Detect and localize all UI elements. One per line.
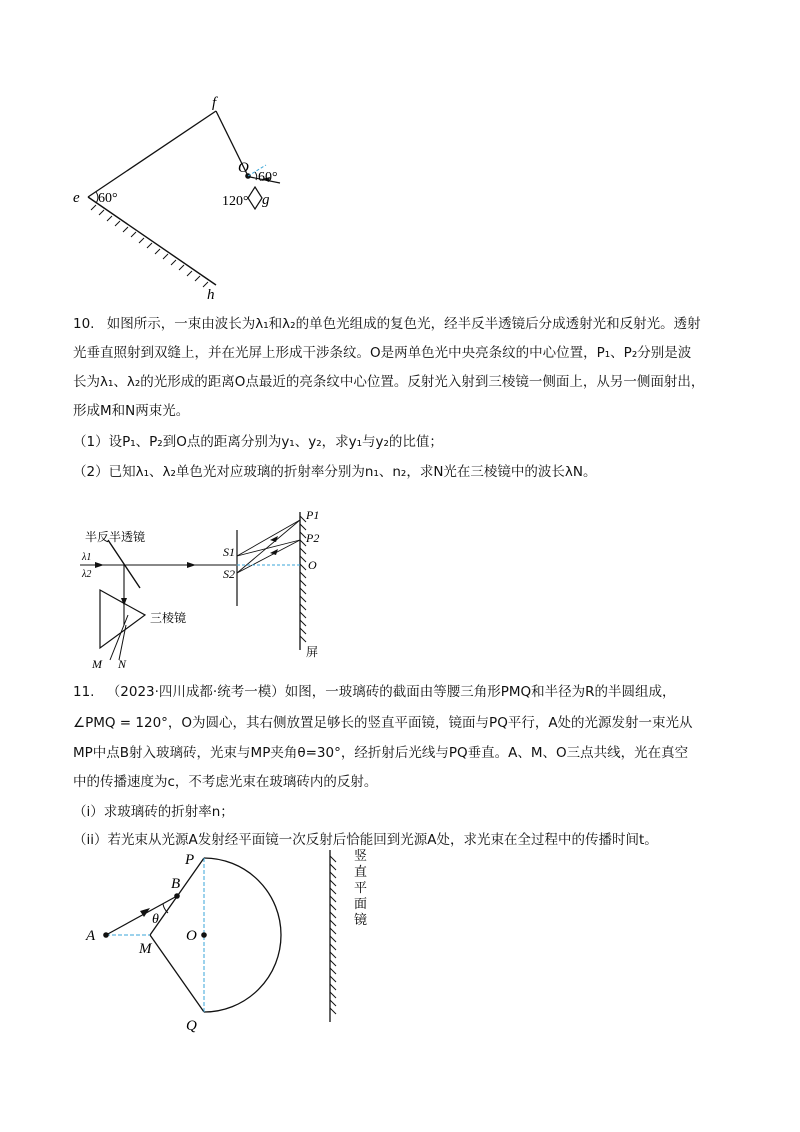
label-o: O (186, 928, 197, 944)
q11-line3: MP中点B射入玻璃砖，光束与MP夹角θ=30°，经折射后光线与PQ垂直。A、M、O三点共线，光在真空 (73, 745, 689, 761)
q11-number: 11. (73, 684, 95, 700)
q10-text-l1: 如图所示，一束由波长为λ₁和λ₂的单色光组成的复色光，经半反半透镜后分成透射光和反射光。透射 (106, 316, 701, 332)
mirror-char: 竖 (354, 848, 368, 863)
label-s2: S2 (223, 567, 235, 581)
label-g: g (262, 192, 270, 208)
q11-line1 (73, 680, 676, 700)
q10-line4: 形成M和N两束光。 (73, 403, 190, 419)
q11-sub2: （ii）若光束从光源A发射经平面镜一次反射后恰能回到光源A处，求光束在全过程中的传播时间t。 (73, 832, 658, 848)
label-o: O (238, 160, 249, 176)
label-m: M (92, 657, 102, 671)
label-n: N (118, 657, 127, 671)
q10-sub2: （2）已知λ₁、λ₂单色光对应玻璃的折射率分别为n₁、n₂，求N光在三棱镜中的波长λN。 (73, 464, 597, 480)
point-b (174, 893, 180, 899)
mirror-eh-hatch (91, 205, 208, 287)
figure-q10 (75, 500, 325, 675)
label-m: M (139, 941, 152, 957)
label-a: A (86, 928, 96, 944)
figure-q11 (80, 845, 380, 1045)
q10-line3: 长为λ₁、λ₂的光形成的距离O点最近的亮条纹中心位置。反射光入射到三棱镜一侧面上，从另一侧面射出， (73, 374, 705, 390)
mirror-char: 平 (354, 880, 368, 895)
mirror-char: 面 (354, 896, 368, 911)
label-lambda1: λ1 (82, 552, 92, 563)
label-lambda2: λ2 (82, 569, 92, 580)
label-o-screen: O (308, 558, 317, 572)
label-h: h (207, 287, 215, 303)
semicircle (204, 858, 281, 1012)
label-q: Q (186, 1018, 197, 1034)
label-f: f (212, 95, 217, 111)
figure-q9 (60, 90, 300, 305)
label-p2: P2 (306, 531, 320, 545)
point-a (103, 932, 109, 938)
label-60-left: 60° (98, 191, 118, 206)
label-screen: 屏 (306, 645, 319, 659)
label-b: B (171, 876, 181, 892)
label-p1: P1 (306, 508, 320, 522)
ray-ef (88, 111, 216, 197)
q10-line1 (73, 312, 701, 332)
q11-line4: 中的传播速度为c，不考虑光束在玻璃砖内的反射。 (73, 774, 378, 790)
label-120: 120° (222, 194, 249, 209)
point-o (201, 932, 207, 938)
label-theta: θ (152, 912, 159, 927)
q10-number: 10. (73, 316, 95, 332)
q10-sub1: （1）设P₁、P₂到O点的距离分别为y₁、y₂，求y₁与y₂的比值； (73, 434, 443, 450)
q11-text-l1: （2023·四川成都·统考一模）如图，一玻璃砖的截面由等腰三角形PMQ和半径为R的半圆组成， (106, 684, 676, 700)
q10-line2: 光垂直照射到双缝上，并在光屏上形成干涉条纹。O是两单色光中央亮条纹的中心位置，P₁、P₂分别是波 (73, 345, 692, 361)
label-half-mirror: 半反半透镜 (85, 530, 146, 544)
label-e: e (73, 190, 80, 206)
label-60-top: 60° (258, 170, 278, 185)
mirror-char: 镜 (354, 912, 368, 927)
label-s1: S1 (223, 545, 235, 559)
edge-mq (150, 935, 204, 1012)
vertical-mirror-hatch (330, 856, 336, 1014)
q11-sub1: （i）求玻璃砖的折射率n； (73, 804, 234, 820)
prism-g (248, 187, 262, 209)
mirror-char: 直 (354, 864, 368, 879)
ray-ab (106, 896, 177, 935)
label-prism: 三棱镜 (150, 611, 187, 625)
label-p: P (185, 852, 195, 868)
q11-line2: ∠PMQ = 120°，O为圆心，其右侧放置足够长的竖直平面镜，镜面与PQ平行，A处的光源发射一束光从 (73, 715, 693, 731)
label-vertical-mirror (354, 848, 367, 927)
mirror-eh (88, 197, 216, 285)
